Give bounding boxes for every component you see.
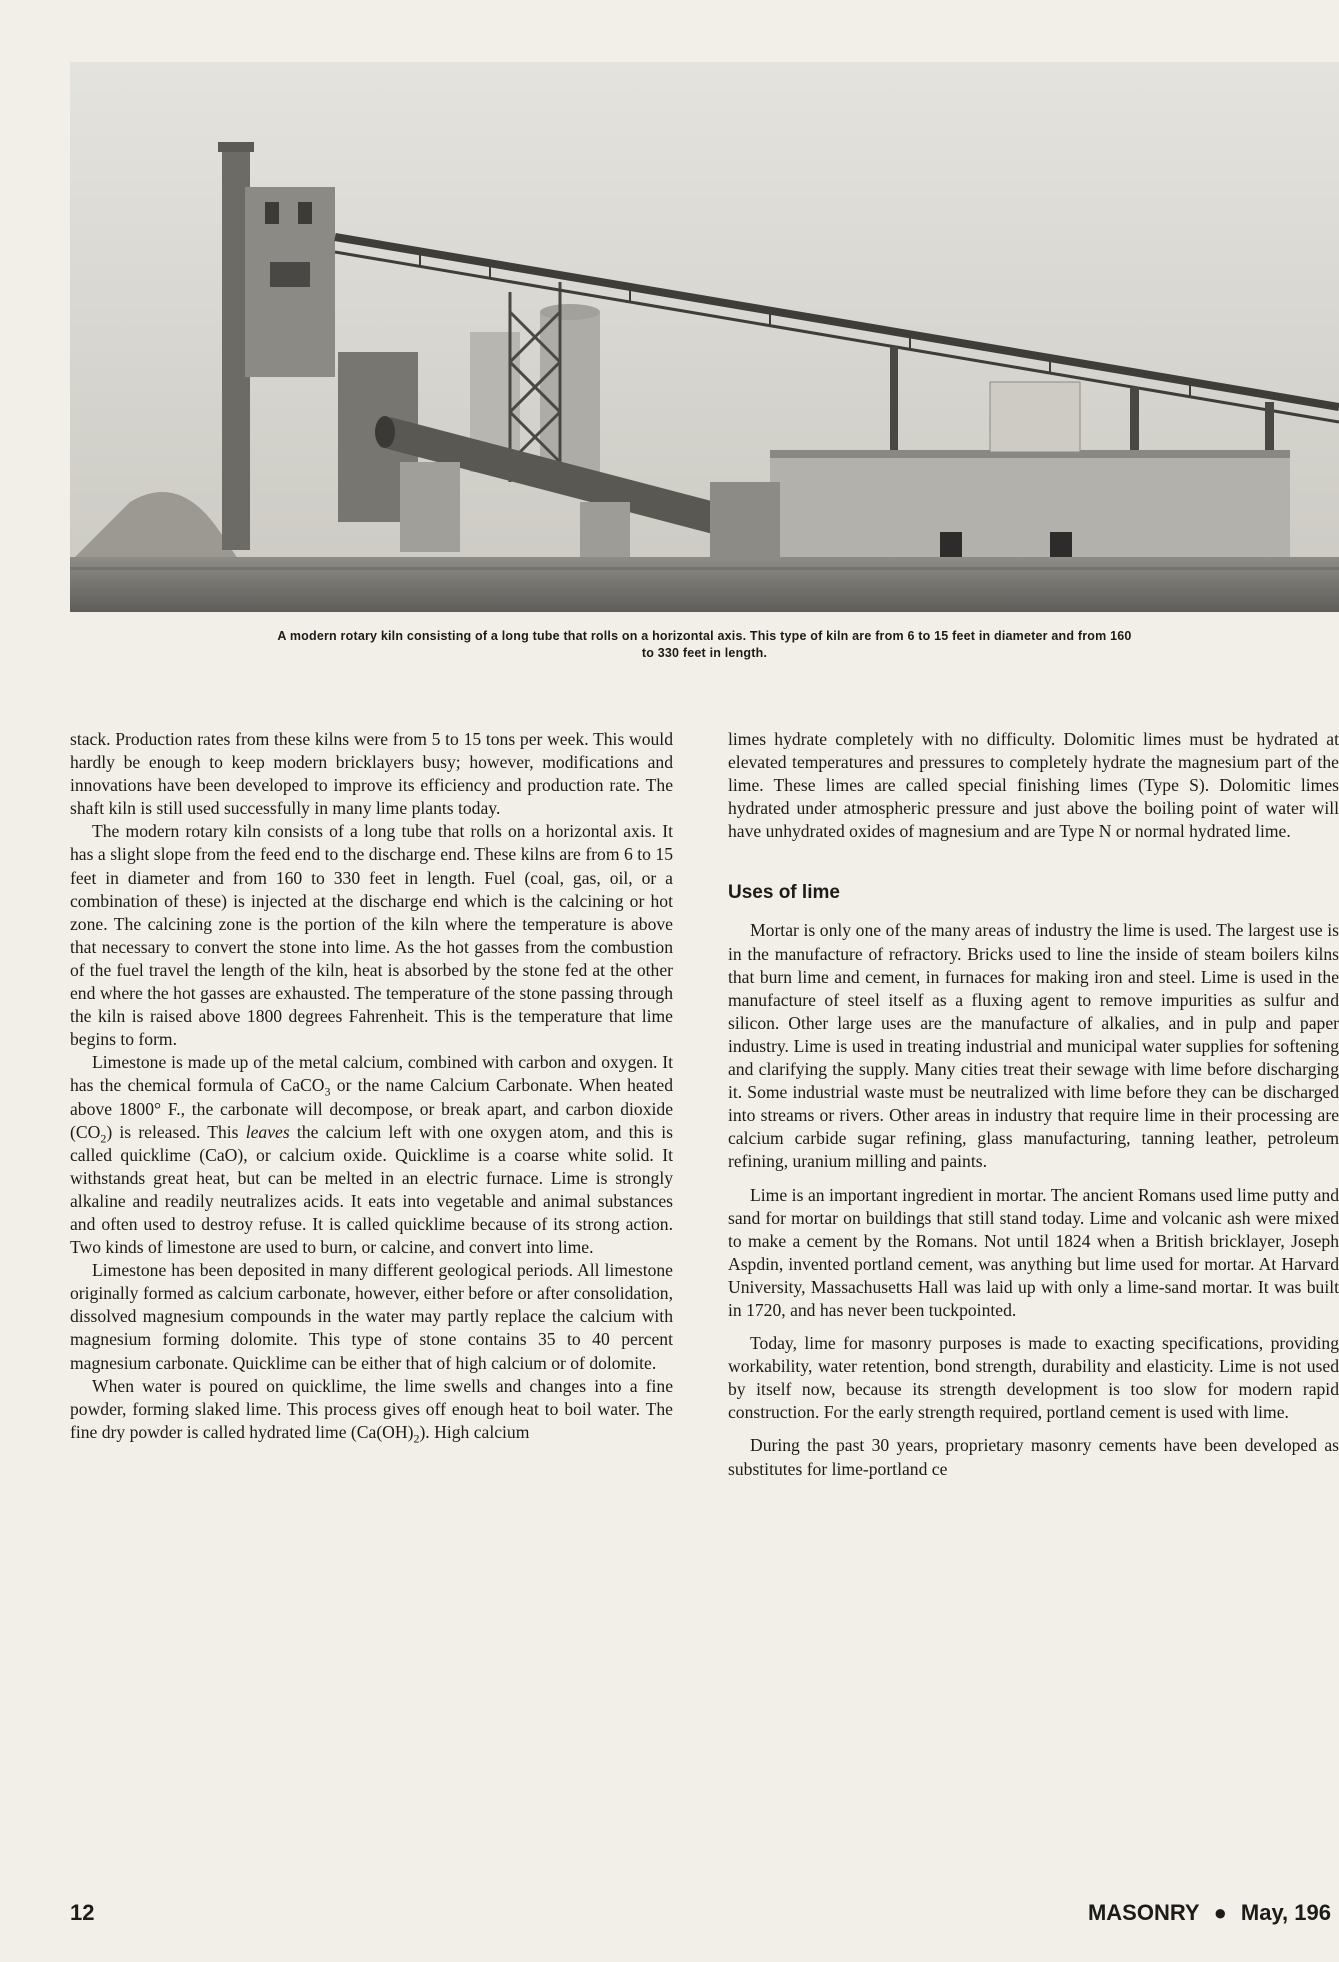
right-column	[728, 728, 1339, 1481]
publication-name: MASONRY	[1087, 1900, 1200, 1925]
paragraph-slaked-lime: When water is poured on quicklime, the lime swells and changes into a fine powder, forming slaked lime. This process gives off enough heat to boil water. The fine dry powder is called hydrated lime $(Ca(OH)_2)$. High calcium	[70, 1375, 673, 1446]
paragraph-production-rates: stack. Production rates from these kilns were from 5 to 15 tons per week. This would hardly be enough to keep modern bricklayers busy; however, modifications and innovations have been developed to improve its efficiency and production rate. The shaft kiln is still used successfully in many lime plants today.	[70, 729, 673, 819]
bullet-icon: ●	[1213, 1900, 1227, 1925]
caption-line-1: A modern rotary kiln consisting of a long tube that rolls on a horizontal axis. This type of kiln are from 6 to 15 feet in diameter and from 160	[277, 629, 1132, 643]
paragraph-limestone-composition: Limestone is made up of the metal calcium, combined with carbon and oxygen. It has the chemical formula of CaCO$_3$ or the name Calcium Carbonate. When heated above 1800° F., the carbonate will decompose, or break apart, and carbon dioxide $(CO_2)$ is released. This leaves the calcium left with one oxygen atom, and this is called quicklime (CaO), or calcium oxide. Quicklime is a coarse white solid. It withstands great heat, but can be melted in an electric furnace. Lime is strongly alkaline and readily neutralizes acids. It eats into vegetable and animal substances and often used to destroy refuse. It is called quicklime because of its strong action. Two kinds of limestone are used to burn, or calcine, and convert into lime.	[70, 1052, 673, 1258]
page-number: 12	[70, 1900, 95, 1925]
paragraph-industry-uses: Mortar is only one of the many areas of industry the lime is used. The largest use is in the manufacture of refractory. Bricks used to line the inside of steam boilers kilns that burn lime and cement, in furnaces for making iron and steel. Lime is used in the manufacture of steel itself as a fluxing agent to remove impurities as sulfur and silicon. Other large uses are the manufacture of alkalies, and in pulp and paper industry. Lime is used in treating industrial and municipal water supplies for softening and clarifying the supply. Many cities treat their sewage with lime before discharging it. Some industrial waste must be neutralized with lime before they can be discharged into streams or rivers. Other areas in industry that require lime in their processing are calcium carbide sugar refining, glass manufacturing, tanning leather, petroleum refining, uranium milling and paints.	[728, 920, 1339, 1172]
publication-footer	[1088, 1900, 1331, 1926]
paragraph-rotary-kiln: The modern rotary kiln consists of a long tube that rolls on a horizontal axis. It has a slight slope from the feed end to the discharge end. These kilns are from 6 to 15 feet in diameter and from 160 to 330 feet in length. Fuel (coal, gas, oil, or a combination of these) is injected at the discharge end which is the calcining or hot zone. The calcining zone is the portion of the kiln where the temperature is above that necessary to convert the stone into lime. As the hot gasses from the combustion of the fuel travel the length of the kiln, heat is absorbed by the stone fed at the other end where the hot gasses are exhausted. The temperature of the stone passing through the kiln is raised above 1800 degrees Fahrenheit. This is the temperature that lime begins to form.	[70, 821, 673, 1050]
caption-line-2: to 330 feet in length.	[641, 646, 768, 660]
paragraph-masonry-specifications: Today, lime for masonry purposes is made to exacting specifications, providing workability, water retention, bond strength, durability and elasticity. Lime is not used by itself now, because its strength development is too slow for modern rapid construction. For the early strength required, portland cement is used with lime.	[728, 1333, 1339, 1423]
section-heading-uses-of-lime: Uses of lime	[728, 882, 840, 904]
paragraph-lime-in-mortar: Lime is an important ingredient in mortar. The ancient Romans used lime putty and sand for mortar on buildings that still stand today. Lime and volcanic ash were mixed to make a cement by the Romans. Not until 1824 when a British bricklayer, Joseph Aspdin, invented portland cement, was anything but lime used for mortar. At Harvard University, Massachusetts Hall was laid up with only a lime-sand mortar. It was built in 1720, and has never been tuckpointed.	[728, 1184, 1339, 1320]
issue-date: May, 196	[1240, 1900, 1331, 1925]
rotary-kiln-photo	[70, 62, 1339, 612]
paragraph-hydration: limes hydrate completely with no difficulty. Dolomitic limes must be hydrated at elevated temperatures and pressures to completely hydrate the magnesium part of the lime. These limes are called special finishing limes (Type S). Dolomitic limes hydrated under atmospheric pressure and just above the boiling point of water will have unhydrated oxides of magnesium and are Type N or normal hydrated lime.	[728, 729, 1339, 842]
paragraph-limestone-deposits: Limestone has been deposited in many different geological periods. All limestone originally formed as calcium carbonate, however, either before or after consolidation, dissolved magnesium compounds in the water may partly replace the calcium with magnesium forming dolomite. This type of stone contains 35 to 40 percent magnesium carbonate. Quicklime can be either that of high calcium or of dolomite.	[70, 1260, 673, 1373]
photo-caption	[70, 628, 1339, 662]
paragraph-masonry-cements: During the past 30 years, proprietary masonry cements have been developed as substitutes for lime-portland ce	[728, 1435, 1339, 1479]
left-column	[70, 728, 673, 1444]
rotary-kiln-photo-icon	[70, 62, 1339, 612]
